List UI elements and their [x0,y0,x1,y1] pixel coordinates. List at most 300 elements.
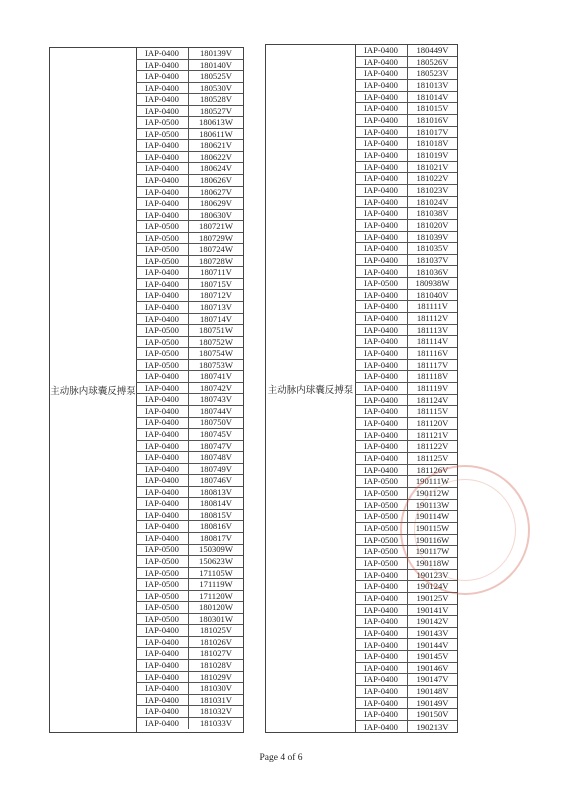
serial-number-cell: 180815V [200,509,232,520]
table-row [136,152,243,164]
serial-number-cell: 190213V [416,721,449,732]
model-cell: IAP-0400 [355,395,408,406]
serial-number-cell: 181114V [416,336,449,347]
table-row [355,639,457,651]
model-cell: IAP-0400 [355,208,408,219]
model-cell: IAP-0400 [355,313,408,324]
table-row [136,279,243,291]
model-cell: IAP-0400 [136,371,189,382]
table-row [355,115,457,127]
table-row [136,441,243,453]
model-cell: IAP-0400 [136,106,189,117]
model-cell: IAP-0400 [355,80,408,91]
serial-number-cell: 190145V [416,651,449,662]
model-cell: IAP-0400 [136,163,189,174]
table-row [355,395,457,407]
table-row [355,57,457,69]
serial-number-cell: 150309W [199,544,233,555]
serial-number-cell: 190143V [416,627,449,638]
model-cell: IAP-0400 [355,220,408,231]
model-cell: IAP-0400 [355,465,408,476]
serial-number-cell: 180140V [200,59,232,70]
model-cell: IAP-0400 [136,83,189,94]
table-row [136,244,243,256]
table-row [355,593,457,605]
serial-number-cell: 180743V [200,394,232,405]
serial-number-cell: 190117W [415,546,450,557]
serial-number-cell: 181035V [416,243,449,254]
model-cell: IAP-0400 [136,683,189,694]
serial-number-cell: 181125V [416,453,449,463]
table-row [355,266,457,278]
table-row [136,106,243,118]
table-row [136,672,243,684]
model-cell: IAP-0400 [136,406,189,417]
table-row [355,523,457,535]
model-cell: IAP-0500 [136,348,189,359]
serial-number-cell: 181126V [416,464,449,475]
table-row [136,579,243,591]
model-cell: IAP-0500 [355,546,408,557]
model-cell: IAP-0500 [136,568,189,579]
serial-number-cell: 181018V [416,138,449,149]
model-cell: IAP-0400 [136,198,189,209]
model-cell: IAP-0500 [355,488,408,499]
serial-number-cell: 181015V [416,103,449,114]
serial-number-cell: 190116W [415,534,450,545]
model-cell: IAP-0400 [136,441,189,452]
table-row [136,637,243,649]
serial-number-cell: 180712V [200,290,232,301]
model-cell: IAP-0400 [355,232,408,243]
table-row [355,581,457,593]
model-cell: IAP-0400 [136,637,189,648]
table-row [136,83,243,95]
model-cell: IAP-0400 [355,441,408,452]
model-cell: IAP-0400 [355,709,408,720]
model-cell: IAP-0400 [136,521,189,532]
table-row [355,162,457,174]
model-cell: IAP-0400 [355,150,408,161]
table-row [355,570,457,582]
serial-number-cell: 181021V [416,161,449,172]
model-cell: IAP-0400 [355,138,408,149]
table-row [355,232,457,244]
table-row [355,721,457,733]
model-cell: IAP-0400 [136,71,189,82]
serial-number-cell: 180630V [200,209,232,220]
serial-number-cell: 181111V [416,301,449,312]
serial-number-cell: 181023V [416,184,449,195]
model-cell: IAP-0500 [355,523,408,534]
serial-number-cell: 180724W [199,244,233,255]
model-cell: IAP-0500 [136,579,189,590]
right-table-rows [355,45,457,732]
model-cell: IAP-0400 [136,60,189,71]
table-row [355,709,457,721]
serial-number-cell: 190112W [415,487,450,498]
model-cell: IAP-0500 [355,511,408,522]
model-cell: IAP-0500 [136,221,189,232]
table-row [136,117,243,129]
table-row [136,163,243,175]
serial-number-cell: 180530V [200,82,232,93]
serial-number-cell: 180526V [416,56,449,67]
serial-number-cell: 180527V [200,105,232,116]
serial-number-cell: 181120V [416,418,449,429]
table-row [355,605,457,617]
model-cell: IAP-0400 [355,430,408,441]
serial-number-cell: 180753W [199,359,233,370]
table-row [355,348,457,360]
table-row [136,60,243,72]
serial-number-cell: 181020V [416,219,449,230]
model-cell: IAP-0400 [136,695,189,706]
model-cell: IAP-0400 [355,57,408,68]
model-cell: IAP-0400 [355,663,408,674]
model-cell: IAP-0500 [136,325,189,336]
serial-number-cell: 150623W [199,556,233,567]
table-row [355,465,457,477]
model-cell: IAP-0500 [136,556,189,567]
table-row [355,535,457,547]
serial-number-cell: 180622V [200,151,232,162]
serial-number-cell: 181117V [416,359,449,370]
model-cell: IAP-0400 [355,255,408,266]
model-cell: IAP-0400 [355,581,408,592]
model-cell: IAP-0400 [355,115,408,126]
serial-number-cell: 180752W [199,336,233,347]
serial-number-cell: 181028V [200,659,232,670]
table-row [355,313,457,325]
table-row [355,511,457,523]
serial-number-cell: 181115V [416,406,449,417]
serial-number-cell: 180728W [199,255,233,266]
model-cell: IAP-0400 [136,510,189,521]
model-cell: IAP-0400 [355,92,408,103]
table-row [136,429,243,441]
table-row [136,175,243,187]
serial-number-cell: 180747V [200,440,232,451]
serial-number-cell: 190147V [416,674,449,685]
table-row [355,430,457,442]
table-row [355,301,457,313]
model-cell: IAP-0400 [355,721,408,733]
model-cell: IAP-0500 [136,117,189,128]
model-cell: IAP-0400 [355,127,408,138]
model-cell: IAP-0400 [136,429,189,440]
serial-number-cell: 180449V [416,45,449,56]
model-cell: IAP-0400 [136,187,189,198]
left-device-table [49,47,244,733]
model-cell: IAP-0400 [136,648,189,659]
table-row [136,406,243,418]
serial-number-cell: 180816V [200,521,232,532]
model-cell: IAP-0400 [136,533,189,544]
serial-number-cell: 190150V [416,709,449,720]
table-row [355,173,457,185]
table-row [355,150,457,162]
table-row [136,498,243,510]
table-row [136,660,243,672]
table-row [355,616,457,628]
serial-number-cell: 180301W [199,613,233,624]
table-row [136,383,243,395]
table-row [136,140,243,152]
model-cell: IAP-0400 [355,68,408,79]
table-row [355,628,457,640]
model-cell: IAP-0400 [355,383,408,394]
serial-number-cell: 181029V [200,671,232,682]
model-cell: IAP-0500 [136,337,189,348]
model-cell: IAP-0400 [355,103,408,114]
table-row [355,546,457,558]
table-row [355,476,457,488]
model-cell: IAP-0400 [355,651,408,662]
table-row [136,418,243,430]
model-cell: IAP-0400 [355,45,408,56]
serial-number-cell: 181019V [416,149,449,160]
table-row [136,718,243,730]
table-row [136,706,243,718]
table-row [355,406,457,418]
device-name-label: 主动脉内球囊反搏泵 [266,45,356,732]
serial-number-cell: 181031V [200,694,232,705]
table-row [355,418,457,430]
table-row [136,521,243,533]
table-row [136,695,243,707]
model-cell: IAP-0400 [136,175,189,186]
table-row [355,278,457,290]
model-cell: IAP-0400 [355,593,408,604]
table-row [355,500,457,512]
table-row [136,602,243,614]
serial-number-cell: 180817V [200,532,232,543]
model-cell: IAP-0400 [355,348,408,359]
model-cell: IAP-0500 [355,558,408,569]
serial-number-cell: 181036V [416,266,449,277]
model-cell: IAP-0400 [136,48,189,59]
table-row [355,208,457,220]
model-cell: IAP-0400 [136,94,189,105]
serial-number-cell: 181118V [416,371,449,382]
table-row [136,337,243,349]
table-row [136,464,243,476]
serial-number-cell: 190113W [415,499,450,510]
serial-number-cell: 181013V [416,80,449,90]
model-cell: IAP-0400 [136,464,189,475]
model-cell: IAP-0400 [355,628,408,639]
table-row [355,360,457,372]
model-cell: IAP-0400 [136,302,189,313]
model-cell: IAP-0400 [355,639,408,650]
serial-number-cell: 180629V [200,198,232,209]
table-row [136,267,243,279]
table-row [136,556,243,568]
serial-number-cell: 181116V [416,348,449,359]
table-row [136,545,243,557]
model-cell: IAP-0400 [136,394,189,405]
table-row [355,68,457,80]
table-row [136,233,243,245]
serial-number-cell: 190118W [415,557,450,568]
model-cell: IAP-0400 [136,625,189,636]
table-row [136,394,243,406]
serial-number-cell: 180613W [199,117,233,128]
table-row [136,475,243,487]
serial-number-cell: 180754W [199,348,233,359]
table-row [355,651,457,663]
table-row [136,348,243,360]
table-row [355,325,457,337]
serial-number-cell: 190111W [415,476,450,487]
serial-number-cell: 180744V [200,405,232,416]
model-cell: IAP-0400 [136,152,189,163]
model-cell: IAP-0400 [136,279,189,290]
serial-number-cell: 181014V [416,91,449,102]
table-row [136,94,243,106]
serial-number-cell: 190144V [416,639,449,650]
model-cell: IAP-0400 [355,360,408,371]
model-cell: IAP-0400 [136,498,189,509]
serial-number-cell: 181037V [416,254,449,265]
serial-number-cell: 190115W [415,522,450,533]
serial-number-cell: 190146V [416,662,449,673]
model-cell: IAP-0500 [136,256,189,267]
model-cell: IAP-0400 [355,698,408,709]
serial-number-cell: 180624V [200,163,232,174]
model-cell: IAP-0400 [355,605,408,616]
model-cell: IAP-0500 [136,129,189,140]
table-row [355,371,457,383]
table-row [136,360,243,372]
serial-number-cell: 181124V [416,394,449,405]
table-row [136,302,243,314]
model-cell: IAP-0400 [355,616,408,627]
serial-number-cell: 180611W [199,128,233,139]
table-row [136,452,243,464]
model-cell: IAP-0400 [355,185,408,196]
table-row [355,453,457,465]
serial-number-cell: 190142V [416,616,449,627]
model-cell: IAP-0400 [355,162,408,173]
table-row [136,683,243,695]
serial-number-cell: 180120W [199,602,233,613]
serial-number-cell: 181033V [200,718,232,729]
model-cell: IAP-0400 [136,140,189,151]
model-cell: IAP-0500 [136,360,189,371]
serial-number-cell: 181039V [416,231,449,242]
model-cell: IAP-0400 [355,686,408,697]
table-row [355,220,457,232]
model-cell: IAP-0400 [355,325,408,336]
serial-number-cell: 181022V [416,173,449,184]
table-row [136,533,243,545]
model-cell: IAP-0500 [136,545,189,556]
model-cell: IAP-0400 [355,674,408,685]
serial-number-cell: 181030V [200,683,232,694]
table-row [136,510,243,522]
model-cell: IAP-0400 [136,672,189,683]
serial-number-cell: 180523V [416,68,449,79]
serial-number-cell: 180751W [199,325,233,336]
serial-number-cell: 180626V [200,174,232,185]
table-row [136,187,243,199]
model-cell: IAP-0400 [136,718,189,730]
serial-number-cell: 180714V [200,313,232,324]
serial-number-cell: 181119V [416,383,449,394]
model-cell: IAP-0400 [355,418,408,429]
serial-number-cell: 180745V [200,429,232,440]
serial-number-cell: 181024V [416,196,449,207]
serial-number-cell: 190125V [416,592,449,603]
serial-number-cell: 180528V [200,94,232,105]
serial-number-cell: 181122V [416,441,449,452]
model-cell: IAP-0400 [355,290,408,301]
model-cell: IAP-0400 [136,267,189,278]
serial-number-cell: 181040V [416,289,449,300]
table-row [355,103,457,115]
serial-number-cell: 181112V [416,313,449,324]
table-row [355,185,457,197]
serial-number-cell: 180746V [200,475,232,486]
model-cell: IAP-0400 [136,210,189,221]
model-cell: IAP-0400 [355,243,408,254]
serial-number-cell: 180749V [200,463,232,474]
table-row [355,290,457,302]
table-row [136,210,243,222]
serial-number-cell: 180748V [200,452,232,463]
serial-number-cell: 180715V [200,278,232,289]
table-row [355,80,457,92]
table-row [355,383,457,395]
table-row [136,48,243,60]
table-row [355,127,457,139]
table-row [136,198,243,210]
table-row [136,71,243,83]
serial-number-cell: 190124V [416,581,449,592]
serial-number-cell: 181017V [416,126,449,137]
model-cell: IAP-0400 [136,383,189,394]
serial-number-cell: 171119W [199,579,233,590]
page-number: Page 4 of 6 [259,753,303,763]
serial-number-cell: 180750V [200,417,232,428]
table-row [355,92,457,104]
table-row [136,325,243,337]
serial-number-cell: 180741V [200,371,232,382]
table-row [136,129,243,141]
model-cell: IAP-0400 [355,173,408,184]
serial-number-cell: 190123V [416,569,449,580]
model-cell: IAP-0400 [136,475,189,486]
model-cell: IAP-0400 [136,418,189,429]
device-name-label: 主动脉内球囊反搏泵 [50,48,137,732]
serial-number-cell: 181113V [416,324,449,335]
model-cell: IAP-0500 [136,591,189,602]
serial-number-cell: 181026V [200,636,232,647]
serial-number-cell: 181121V [416,429,449,440]
table-row [136,314,243,326]
serial-number-cell: 180621V [200,140,232,151]
table-row [355,138,457,150]
model-cell: IAP-0500 [136,233,189,244]
table-row [136,625,243,637]
serial-number-cell: 180813V [200,486,232,497]
serial-number-cell: 180711V [200,267,232,278]
table-row [136,614,243,626]
table-row [136,487,243,499]
serial-number-cell: 190149V [416,697,449,708]
